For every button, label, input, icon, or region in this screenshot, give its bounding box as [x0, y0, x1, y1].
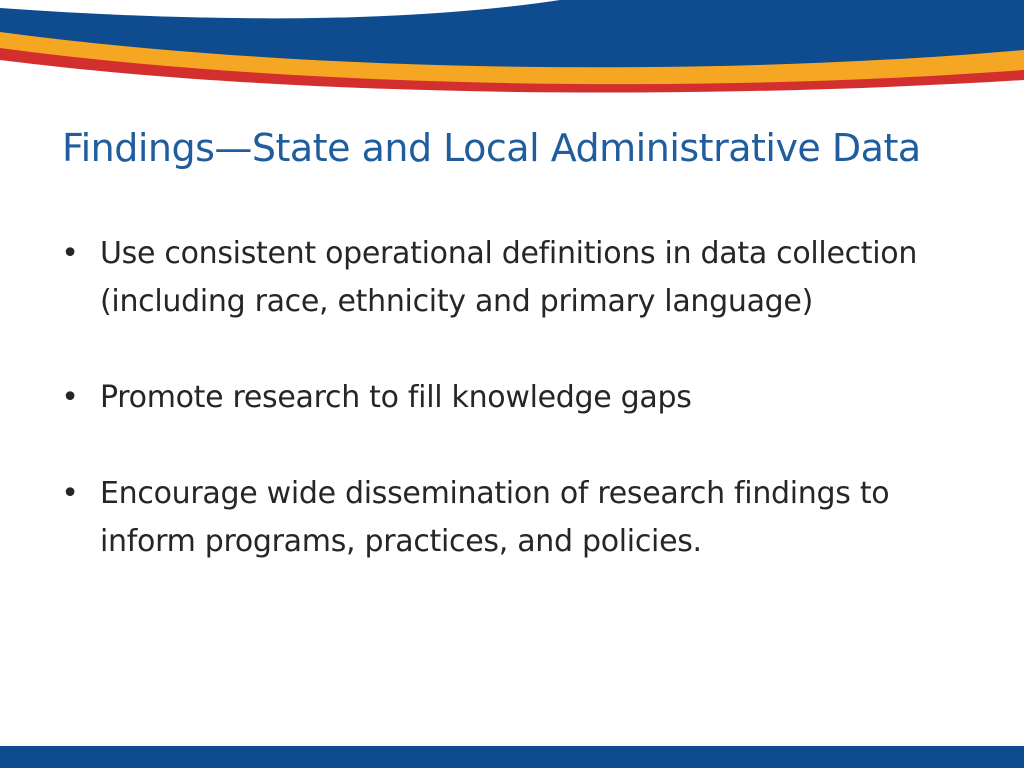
header-swoosh-decoration: [0, 0, 1024, 110]
bullet-glyph: •: [61, 236, 79, 271]
bullet-item-2: [60, 374, 980, 422]
bullet-text: Promote research to fill knowledge gaps: [100, 380, 692, 415]
bullet-glyph: •: [61, 380, 79, 415]
bullet-item-1: [60, 230, 980, 326]
bullet-list: [60, 230, 980, 614]
bullet-glyph: •: [61, 476, 79, 511]
footer-bar: [0, 746, 1024, 768]
bullet-text: Encourage wide dissemination of research findings to inform programs, practices, and policies.: [100, 476, 890, 559]
bullet-text: Use consistent operational definitions in data collection (including race, ethnicity and primary language): [100, 236, 918, 319]
bullet-item-3: [60, 470, 980, 566]
slide-title: Findings—State and Local Administrative Data: [62, 126, 921, 170]
